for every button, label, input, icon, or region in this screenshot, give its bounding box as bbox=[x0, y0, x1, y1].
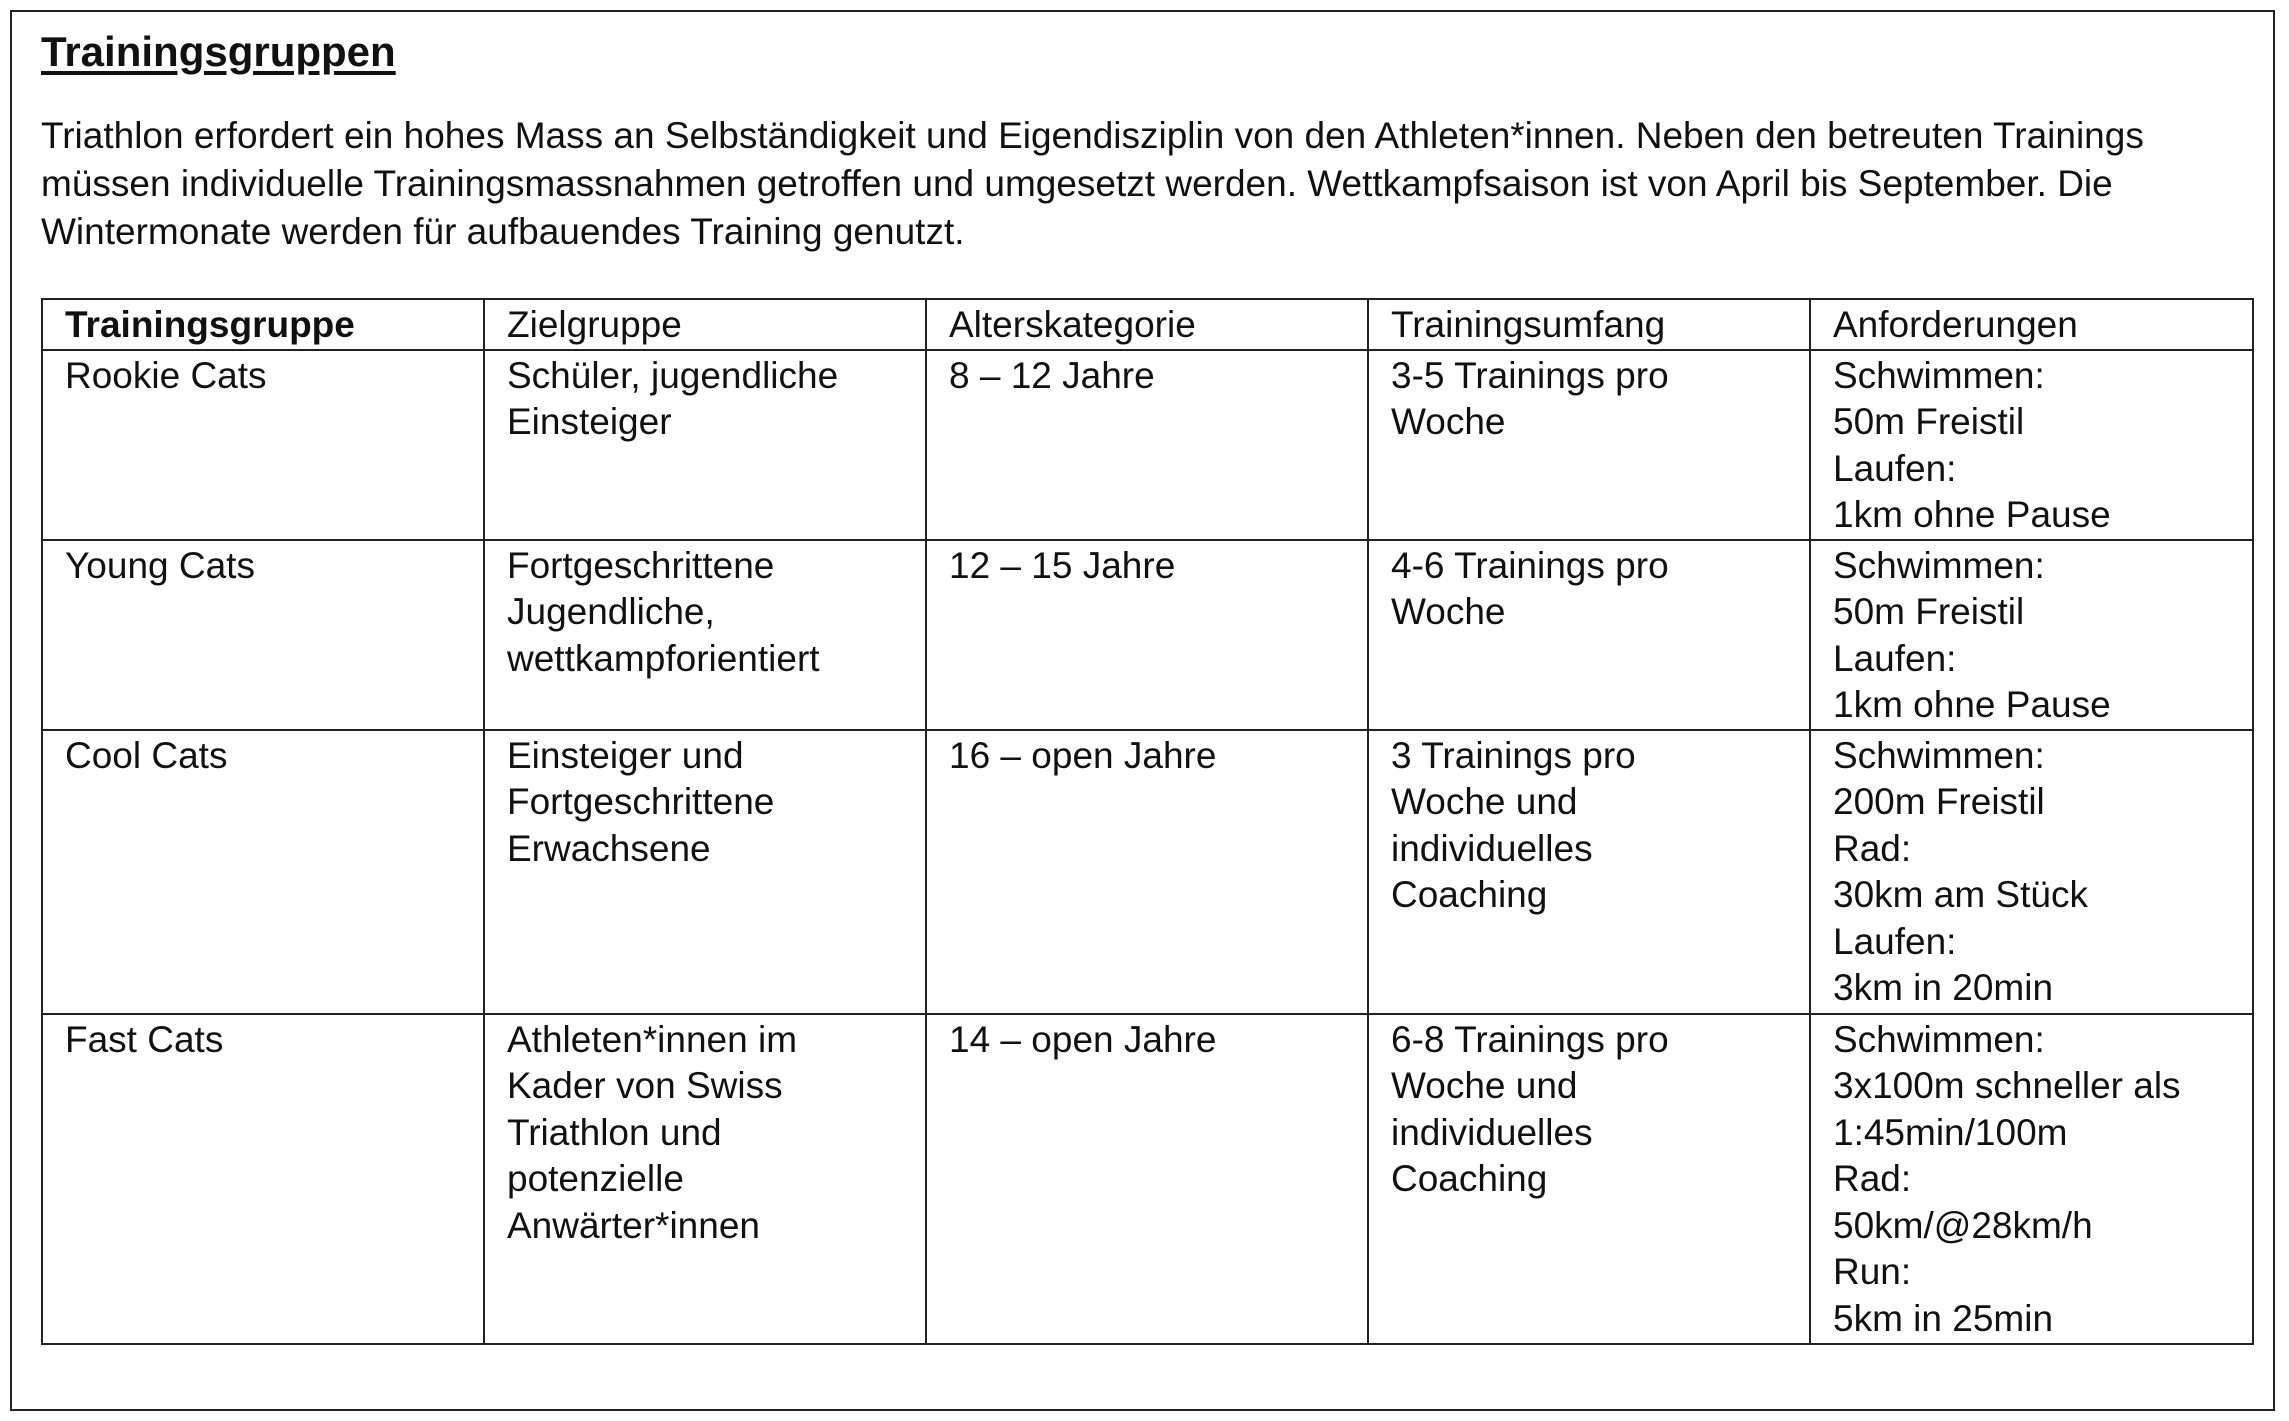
cell-target bbox=[484, 540, 926, 730]
cell-line: 30km am Stück bbox=[1833, 874, 2088, 915]
cell-line: Schüler, jugendliche bbox=[507, 354, 839, 396]
header-alterskategorie: Alterskategorie bbox=[926, 299, 1368, 350]
cell-line: Erwachsene bbox=[507, 827, 711, 869]
intro-paragraph: Triathlon erfordert ein hohes Mass an Selbständigkeit und Eigendisziplin von den Athleten*innen. Neben den betreuten Trainings müssen individuelle Trainingsmassnahmen getroffen und umgesetzt werden. Wettkampfsaison ist von April bis September. Die Wintermonate werden für aufbauendes Training genutzt. bbox=[41, 115, 2144, 252]
cell-line: Schwimmen: bbox=[1833, 544, 2045, 586]
cell-line: Fortgeschrittene bbox=[507, 781, 775, 822]
cell-group: Young Cats bbox=[42, 540, 484, 730]
cell-line: individuelles bbox=[1391, 1111, 1593, 1153]
cell-line: 1km ohne Pause bbox=[1833, 494, 2111, 535]
cell-line: Run: bbox=[1833, 1251, 1912, 1292]
cell-line: Rad: bbox=[1833, 1158, 1912, 1199]
cell-line: Laufen: bbox=[1833, 637, 1957, 679]
cell-line: Woche bbox=[1391, 591, 1506, 632]
cell-volume bbox=[1368, 350, 1810, 540]
cell-line: Einsteiger und bbox=[507, 734, 744, 776]
cell-line: 6-8 Trainings pro bbox=[1391, 1018, 1669, 1060]
cell-line: Laufen: bbox=[1833, 447, 1957, 489]
cell-line: 50m Freistil bbox=[1833, 401, 2025, 442]
cell-line: Athleten*innen im bbox=[507, 1018, 798, 1060]
header-anforderungen: Anforderungen bbox=[1810, 299, 2253, 350]
cell-line: 50m Freistil bbox=[1833, 591, 2025, 632]
cell-age: 16 – open Jahre bbox=[926, 730, 1368, 1014]
header-zielgruppe: Zielgruppe bbox=[484, 299, 926, 350]
cell-line: 1:45min/100m bbox=[1833, 1111, 2068, 1153]
cell-requirements bbox=[1810, 540, 2253, 730]
cell-target bbox=[484, 350, 926, 540]
cell-line: 3x100m schneller als bbox=[1833, 1065, 2181, 1106]
cell-line: Schwimmen: bbox=[1833, 354, 2045, 396]
cell-line: 3km in 20min bbox=[1833, 967, 2054, 1008]
page-title: Trainingsgruppen bbox=[41, 28, 396, 75]
cell-line: Woche und bbox=[1391, 1065, 1578, 1106]
cell-line: 5km in 25min bbox=[1833, 1297, 2054, 1339]
cell-requirements bbox=[1810, 350, 2253, 540]
cell-line: Einsteiger bbox=[507, 401, 672, 442]
cell-volume bbox=[1368, 730, 1810, 1014]
cell-line: Rad: bbox=[1833, 827, 1912, 869]
table-row bbox=[42, 350, 2253, 540]
cell-line: Schwimmen: bbox=[1833, 1018, 2045, 1060]
table-header-row bbox=[42, 299, 2253, 350]
cell-line: potenzielle bbox=[507, 1158, 684, 1199]
header-trainingsgruppe: Trainingsgruppe bbox=[42, 299, 484, 350]
cell-line: wettkampforientiert bbox=[507, 637, 820, 679]
training-groups-table bbox=[41, 298, 2254, 1345]
cell-line: Fortgeschrittene bbox=[507, 544, 775, 586]
cell-line: 3 Trainings pro bbox=[1391, 734, 1636, 776]
cell-line: Schwimmen: bbox=[1833, 734, 2045, 776]
table-row bbox=[42, 730, 2253, 1014]
cell-age: 14 – open Jahre bbox=[926, 1014, 1368, 1344]
table-row bbox=[42, 540, 2253, 730]
cell-line: Laufen: bbox=[1833, 920, 1957, 962]
cell-line: Jugendliche, bbox=[507, 591, 715, 632]
cell-group: Fast Cats bbox=[42, 1014, 484, 1344]
cell-target bbox=[484, 730, 926, 1014]
cell-line: 4-6 Trainings pro bbox=[1391, 544, 1669, 586]
header-trainingsumfang: Trainingsumfang bbox=[1368, 299, 1810, 350]
cell-line: 200m Freistil bbox=[1833, 781, 2045, 822]
cell-line: Coaching bbox=[1391, 1158, 1548, 1199]
table-row bbox=[42, 1014, 2253, 1344]
cell-age: 8 – 12 Jahre bbox=[926, 350, 1368, 540]
cell-line: Coaching bbox=[1391, 874, 1548, 915]
cell-line: Woche und bbox=[1391, 781, 1578, 822]
cell-line: 50km/@28km/h bbox=[1833, 1204, 2093, 1246]
cell-requirements bbox=[1810, 730, 2253, 1014]
cell-group: Cool Cats bbox=[42, 730, 484, 1014]
cell-line: 1km ohne Pause bbox=[1833, 684, 2111, 725]
cell-volume bbox=[1368, 540, 1810, 730]
cell-target bbox=[484, 1014, 926, 1344]
cell-line: Anwärter*innen bbox=[507, 1204, 760, 1246]
cell-group: Rookie Cats bbox=[42, 350, 484, 540]
cell-line: Triathlon und bbox=[507, 1111, 722, 1153]
cell-line: 3-5 Trainings pro bbox=[1391, 354, 1669, 396]
cell-line: individuelles bbox=[1391, 827, 1593, 869]
cell-age: 12 – 15 Jahre bbox=[926, 540, 1368, 730]
cell-requirements bbox=[1810, 1014, 2253, 1344]
cell-volume bbox=[1368, 1014, 1810, 1344]
cell-line: Kader von Swiss bbox=[507, 1065, 783, 1106]
cell-line: Woche bbox=[1391, 401, 1506, 442]
